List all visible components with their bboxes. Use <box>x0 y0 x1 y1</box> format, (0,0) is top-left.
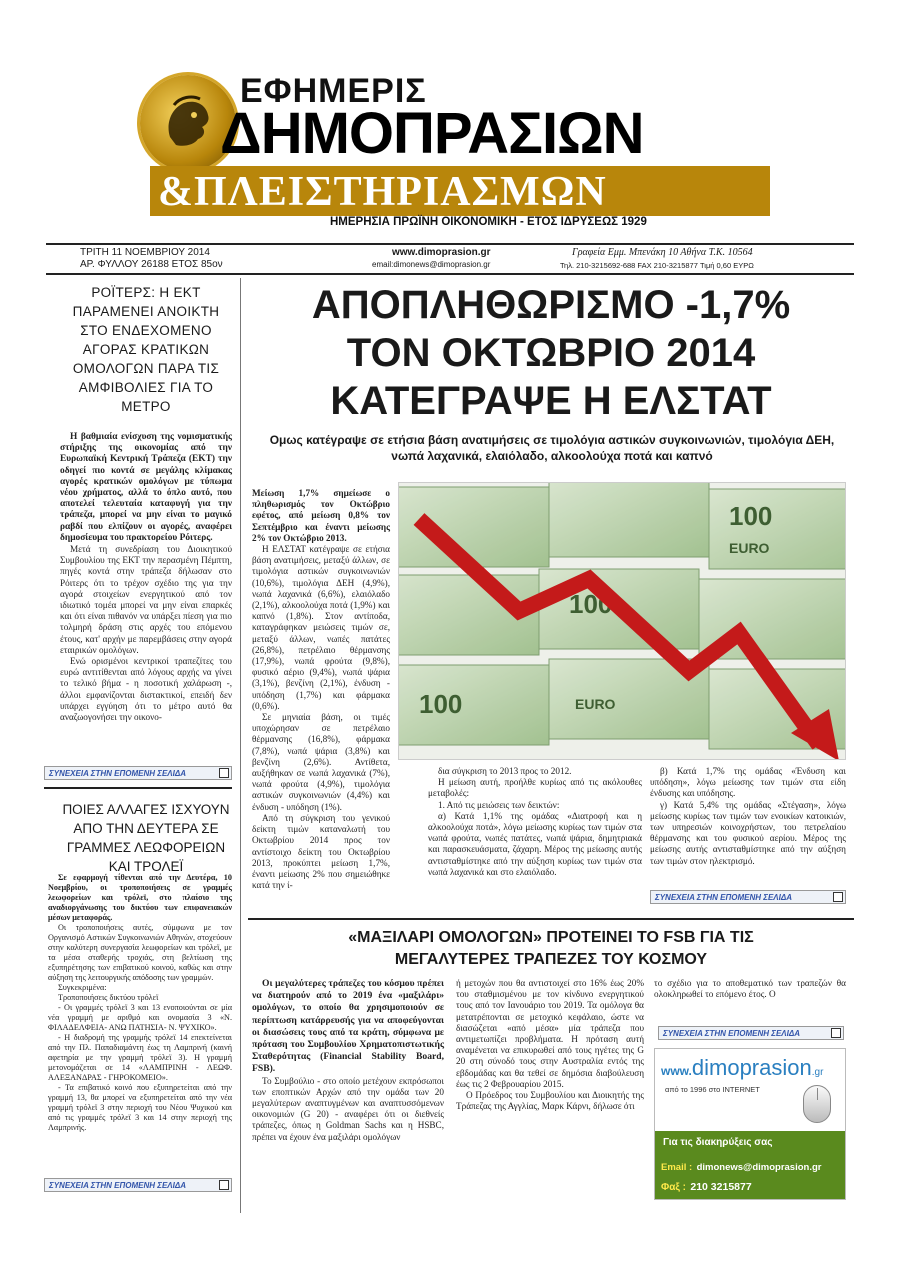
ad-email-row[interactable] <box>661 1157 821 1175</box>
office-address: Γραφεία Εμμ. Μπενάκη 10 Αθήνα Τ.Κ. 10564 <box>572 247 753 258</box>
ad-email: dimonews@dimoprasion.gr <box>696 1162 822 1173</box>
ad-fax: 210 3215877 <box>690 1181 752 1193</box>
ad-green-panel <box>655 1131 846 1200</box>
masthead-line3: &ΠΛΕΙΣΤΗΡΙΑΣΜΩΝ <box>158 169 607 215</box>
website-link[interactable]: www.dimoprasion.gr <box>392 247 491 258</box>
main-story-paragraph: β) Κατά 1,7% της ομάδας «Ένδυση και υπόδηση», λόγω μείωσης των τιμών στα είδη ένδυσης και υπόδησης. <box>650 766 846 799</box>
main-headline-line2: ΤΟΝ ΟΚΤΩΒΡΙΟ 2014 <box>346 331 756 375</box>
left-story2-lead: Σε εφαρμογή τίθενται από την Δευτέρα, 10 Νοεμβρίου, οι τροποποιήσεις σε γραμμές λεωφορείων και τρόλεϊ, στο πλαίσιο της αναδιοργάνωσης του δικτύου των επιφανειακών μέσων μεταφοράς. <box>48 873 232 922</box>
left-story1-body <box>60 432 232 723</box>
info-bar-bottom-rule <box>46 273 854 275</box>
page-arrow-icon <box>219 1180 229 1190</box>
left-story2-body <box>48 873 232 1133</box>
main-story-paragraph: α) Κατά 1,1% της ομάδας «Διατροφή και η αλκοολούχα ποτά», λόγω μείωσης κυρίως των τιμών στα νωπά φρούτα, νωπές πατάτες, νωπά ψάρια, δημητριακά και παρασκευάσματα, ζάχαρη. Μέρος της μείωσης αυτής αντισταθμίστηκε από την αύξηση κυρίως των τιμών στα νωπά λαχανικά και στο ελαιόλαδο. <box>428 810 642 877</box>
ad-fax-row <box>661 1177 752 1195</box>
left-story2-paragraph: - Οι γραμμές τρόλεϊ 3 και 13 ενοποιούνται σε μία νέα γραμμή με αριθμό και ονομασία 3 «Ν. ΦΙΛΑΔΕΛΦΕΙΑ- ΑΝΩ ΠΑΤΗΣΙΑ- Ν. ΨΥΧΙΚΟ». <box>48 1003 232 1032</box>
main-story-continued-link[interactable] <box>650 890 846 904</box>
main-story-bottom-rule <box>248 918 854 920</box>
left-story2-paragraph: - Η διαδρομή της γραμμής τρόλεϊ 14 επεκτείνεται από την Πλ. Παπαδιαμάντη έως τη Λαμπρινή (καινή αφετηρία με την γραμμή τρόλεϊ 3). Η γραμμή μετονομάζεται σε 14 «ΛΑΜΠΡΙΝΗ - ΛΕΩΦ. ΑΛΕΞΑΝΔΡΑΣ - ΓΗΡΟΚΟΜΕΙΟ». <box>48 1033 232 1082</box>
banknote-value: 100 <box>419 689 463 719</box>
page-arrow-icon <box>833 892 843 902</box>
left-story2-paragraph: - Τα επιβατικό κοινό που εξυπηρετείται από την γραμμή 13, θα μπορεί να εξυπηρετείται από την νέα γραμμή τρόλεϊ 3 στην περιοχή του Νέου Ψυχικού και από τις γραμμές τρόλεϊ 3 και 14 στην περιοχή της Λαμπρινής. <box>48 1083 232 1132</box>
banknote-value: 100 <box>569 589 613 619</box>
left-story1-lead: Η βαθμιαία ενίσχυση της νομισματικής στήριξης της οικονομίας από την Ευρωπαϊκή Κεντρική Τράπεζα (ΕΚΤ) την οδηγεί πιο κοντά σε μεγάλης κλίμακας αγορές κρατικών ομολόγων με τύπωμα νέου χρήματος, αλλά το όπλο αυτό, που αποτελεί τελευταία καταφυγή για την τράπεζα, μπορεί να μην είναι το μαγικό ραβδί που ελπίζουν οι αγορές, αναφέρει δημοσίευμα του πρακτορείου Ρόιτερς. <box>60 432 232 543</box>
email-link[interactable]: email:dimonews@dimoprasion.gr <box>372 260 491 269</box>
ad-brand: dimoprasion <box>691 1055 812 1080</box>
continued-label: ΣΥΝΕΧΕΙΑ ΣΤΗΝ ΕΠΟΜΕΝΗ ΣΕΛΙΔΑ <box>49 769 186 778</box>
left-story1-headline: ΡΟΪΤΕΡΣ: Η ΕΚΤ ΠΑΡΑΜΕΝΕΙ ΑΝΟΙΚΤΗ ΣΤΟ ΕΝΔΕΧΟΜΕΝΟ ΑΓΟΡΑΣ ΚΡΑΤΙΚΩΝ ΟΜΟΛΟΓΩΝ ΠΑΡΑ ΤΙΣ ΑΜΦΙΒΟΛΙΕΣ ΓΙΑ ΤΟ ΜΕΤΡΟ <box>72 285 220 414</box>
left-story1-paragraph: Ενώ ορισμένοι κεντρικοί τραπεζίτες του ευρώ αντιτίθενται από λόγους αρχής να γίνει το τελικό βήμα - η ποσοτική χαλάρωση -, άλλοι εμφανίζονται διστακτικοί, επειδή δεν υπάρχει εγγύηση ότι το μέτρο αυτό θα αναζωογονήσει την οικονο- <box>60 656 232 723</box>
fsb-story-continued-link[interactable] <box>658 1026 844 1040</box>
fsb-story-paragraph: ή μετοχών που θα αντιστοιχεί στο 16% έως 20% του σταθμισμένου με τον κίνδυνο ενεργητικού τους από τον Ιανουάριο του 2019. Τα ομόλογα θα μετατρέπονται σε μετοχικό κεφάλαιο, ώστε να διασώζεται «από μέσα» μία τράπεζα που αντιμετωπίζει προβλήματα. Η πρόταση αυτή αναμένεται να επικυρωθεί από τους ηγέτες της G 20 στη σύνοδό τους στην Αυστραλία εντός της εβδομάδας και θα τεθεί σε δημόσια διαβούλευση έως τις 2 Φεβρουαρίου 2015. <box>456 978 644 1089</box>
ad-since: από το 1996 στο INTERNET <box>665 1085 760 1094</box>
main-subhead: Ομως κατέγραψε σε ετήσια βάση ανατιμήσεις σε τιμολόγια αστικών συγκοινωνιών, τιμολόγια ΔΕΗ, νωπά λαχανικά, ελαιόλαδο, αλκοολούχα ποτά και καπνό <box>269 433 835 463</box>
continued-label: ΣΥΝΕΧΕΙΑ ΣΤΗΝ ΕΠΟΜΕΝΗ ΣΕΛΙΔΑ <box>663 1029 800 1038</box>
left-story2-continued-link[interactable] <box>44 1178 232 1192</box>
computer-mouse-icon <box>803 1085 831 1123</box>
contact-numbers: Τηλ. 210-3215692-688 FAX 210-3215877 Τιμή 0,60 ΕΥΡΩ <box>560 261 754 270</box>
main-story-col2 <box>428 766 642 878</box>
left-column-divider <box>240 278 241 1213</box>
fsb-story-paragraph: το σχέδιο για το αποθεματικό των τραπεζών θα ολοκληρωθεί το επόμενο έτος. Ο <box>654 978 846 1000</box>
banknote-currency: EURO <box>729 540 770 556</box>
left-story2-paragraph: Τροποποιήσεις δικτύου τρόλεϊ <box>58 993 159 1002</box>
main-story-paragraph: Από τη σύγκριση του γενικού δείκτη τιμών καταναλωτή του Οκτωβρίου 2014 προς τον αντίστοιχο δείκτη του Οκτωβρίου 2013, προκύπτει μείωση 1,7%, έναντι μείωσης 2% που σημειώθηκε κατά την ί- <box>252 812 390 891</box>
masthead-gold-band <box>150 166 770 216</box>
left-story-separator <box>44 787 232 789</box>
fsb-headline-line1: «ΜΑΞΙΛΑΡΙ ΟΜΟΛΟΓΩΝ» ΠΡΟΤΕΙΝΕΙ ΤΟ FSB ΓΙΑ ΤΙΣ <box>348 929 754 946</box>
issue-date: ΤΡΙΤΗ 11 ΝΟΕΜΒΡΙΟΥ 2014 <box>80 247 210 258</box>
main-headline-line3: ΚΑΤΕΓΡΑΨΕ Η ΕΛΣΤΑΤ <box>330 379 772 423</box>
main-story-paragraph: γ) Κατά 5,4% της ομάδας «Στέγαση», λόγω μείωσης κυρίως των τιμών των ενοικίων κατοικιών, των υπηρεσιών κοινοχρήστων, του πετρελαίου θέρμανσης και του φυσικού αερίου. Μέρος της μείωσης αυτής αντισταθμίστηκε από την αύξηση των τιμών στον ηλεκτρισμό. <box>650 799 846 866</box>
left-story1-continued-link[interactable] <box>44 766 232 780</box>
issue-number: ΑΡ. ΦΥΛΛΟΥ 26188 ΕΤΟΣ 85ον <box>80 259 223 270</box>
main-story-paragraph: Η μείωση αυτή, προήλθε κυρίως από τις ακόλουθες μεταβολές: <box>428 777 642 799</box>
fsb-story-col3 <box>654 978 846 1000</box>
fsb-story-paragraph: Ο Πρόεδρος του Συμβουλίου και Διοικητής της Τράπεζας της Αγγλίας, Μαρκ Κάρνι, δήλωσε ότι <box>456 1090 644 1112</box>
left-story2-paragraph: Οι τροποποιήσεις αυτές, σύμφωνα με τον Οργανισμό Αστικών Συγκοινωνιών Αθηνών, στοχεύουν στην καλύτερη συνεργασία λεωφορείων και τρόλεϊ, με τα μέσα σταθερής τροχιάς, στη βελτίωση της εξυπηρέτησης των επιβατικού κοινού, καθώς και στην αύξηση της λειτουργικής απόδοσης των γραμμών. <box>48 923 232 982</box>
main-story-paragraph: δια σύγκριση το 2013 προς το 2012. <box>438 766 572 776</box>
left-story2-headline: ΠΟΙΕΣ ΑΛΛΑΓΕΣ ΙΣΧΥΟΥΝ ΑΠΟ ΤΗΝ ΔΕΥΤΕΡΑ ΣΕ ΓΡΑΜΜΕΣ ΛΕΩΦΟΡΕΙΩΝ ΚΑΙ ΤΡΟΛΕΪ <box>62 802 230 874</box>
left-story1-paragraph: Μετά τη συνεδρίαση του Διοικητικού Συμβουλίου της ΕΚΤ την περασμένη Πέμπτη, πηγές κοντά στην τράπεζα δήλωσαν στο Ρόιτερς ότι το τρέχον σχέδιο της για την αγορά στοιχείων ενεργητικού από τον ιδιωτικό τομέα μπορεί να μην είναι επαρκές και ότι είναι πιθανόν να υπάρξει πίεση για πιο τολμηρή δράση στις αρχές του επόμενου έτους, κατ' αρχήν με παρεμβάσεις στην αγορά εταιρικών ομολόγων. <box>60 544 232 655</box>
ad-www: www. <box>661 1064 692 1078</box>
page-arrow-icon <box>219 768 229 778</box>
fsb-story-col1 <box>252 978 444 1143</box>
continued-label: ΣΥΝΕΧΕΙΑ ΣΤΗΝ ΕΠΟΜΕΝΗ ΣΕΛΙΔΑ <box>49 1181 186 1190</box>
fsb-story-lead: Οι μεγαλύτερες τράπεζες του κόσμου πρέπει να διατηρούν από το 2019 ένα «μαξιλάρι» ομολόγων, το οποίο θα χρησιμοποιούν σε περίπτωση κατάρρευσής για να αποφεύγονται οι διασώσεις τους από τα κράτη, σύμφωνα με πρόταση του Συμβουλίου Χρηματοπιστωτικής Σταθερότητας (Financial Stability Board, FSB). <box>252 978 444 1075</box>
ad-gr: .gr <box>811 1067 824 1078</box>
info-bar-top-rule <box>46 243 854 245</box>
main-headline-line1: ΑΠΟΠΛΗΘΩΡΙΣΜΟ -1,7% <box>311 283 791 327</box>
fsb-story-col2 <box>456 978 644 1112</box>
main-story-col3 <box>650 766 846 867</box>
continued-label: ΣΥΝΕΧΕΙΑ ΣΤΗΝ ΕΠΟΜΕΝΗ ΣΕΛΙΔΑ <box>655 893 792 902</box>
page-arrow-icon <box>831 1028 841 1038</box>
main-story-paragraph: Σε μηνιαία βάση, οι τιμές υποχώρησαν σε πετρέλαιο θέρμανσης (16,8%), φάρμακα (7,8%), νωπά ψάρια (3,8%) και βενζίνη (2,6%). Αντίθετα, αυξήθηκαν σε νωπά λαχανικά (7%), νωπά φρούτα (4,9%), τιμολόγια αστικών συγκοινωνιών (4,4%) και ένδυση - υπόδηση (1%). <box>252 712 390 812</box>
ad-fax-label: Φαξ : <box>661 1182 686 1193</box>
ad-email-label: Email : <box>661 1162 693 1173</box>
fsb-story-paragraph: Το Συμβούλιο - στο οποίο μετέχουν εκπρόσωποι των εποπτικών Αρχών από την ομάδα των 20 μεγαλύτερων αναπτυγμένων και αναπτυσσόμενων οικονομιών (G 20) - αναφέρει ότι οι διεθνείς τράπεζες, όπως η Goldman Sachs και η HSBC, πρέπει να έχουν ένα μαξιλάρι ομολόγων <box>252 1075 444 1142</box>
main-story-paragraph: Η ΕΛΣΤΑΤ κατέγραψε σε ετήσια βάση ανατιμήσεις, μεταξύ άλλων, σε τιμολόγια αστικών συγκοινωνιών (10,6%), τιμολόγια ΔΕΗ (4,9%), νωπά λαχανικά (6,6%), ελαιόλαδο (2,1%), αλκοολούχα ποτά (1,9%) και καπνό (1,8%). Στον αντίποδα, καταγράφηκαν μειώσεις τιμών σε, μεταξύ άλλων, νωπές πατάτες (26,8%), πετρέλαιο θέρμανσης (17,9%), νωπά φρούτα (9,8%), φυσικό αέριο (9,4%), νωπά ψάρια (3,1%), βενζίνη (2,1%), ένδυση - υπόδηση (1,7%) και φάρμακα (0,6%). <box>252 544 390 711</box>
main-story-lead: Μείωση 1,7% σημείωσε ο πληθωρισμός τον Οκτώβριο εφέτος, από μείωση 0,8% τον Σεπτέμβριο και έναντι μείωσης 2% τον Οκτώβριο 2013. <box>252 488 390 543</box>
main-story-col1 <box>252 488 390 891</box>
masthead <box>140 60 780 240</box>
main-story-photo <box>398 482 846 760</box>
masthead-line2: ΔΗΜΟΠΡΑΣΙΩΝ <box>220 101 644 166</box>
ad-brand-line <box>661 1055 823 1081</box>
banknote-currency: EURO <box>575 696 616 712</box>
masthead-tagline: ΗΜΕΡΗΣΙΑ ΠΡΩΪΝΗ ΟΙΚΟΝΟΜΙΚΗ - ΕΤΟΣ ΙΔΡΥΣΕΩΣ 1929 <box>330 216 647 228</box>
dimoprasion-ad[interactable] <box>654 1048 846 1200</box>
banknote-value: 100 <box>729 501 773 531</box>
main-story-paragraph: 1. Από τις μειώσεις των δεικτών: <box>438 799 560 810</box>
falling-red-arrow-over-euro-banknotes-icon <box>399 483 846 760</box>
left-story2-paragraph: Συγκεκριμένα: <box>58 983 107 992</box>
ad-line1: Για τις διακηρύξεις σας <box>663 1137 773 1148</box>
masthead-line1: ΕΦΗΜΕΡΙΣ <box>240 72 427 110</box>
fsb-headline-line2: ΜΕΓΑΛΥΤΕΡΕΣ ΤΡΑΠΕΖΕΣ ΤΟΥ ΚΟΣΜΟΥ <box>394 951 708 968</box>
